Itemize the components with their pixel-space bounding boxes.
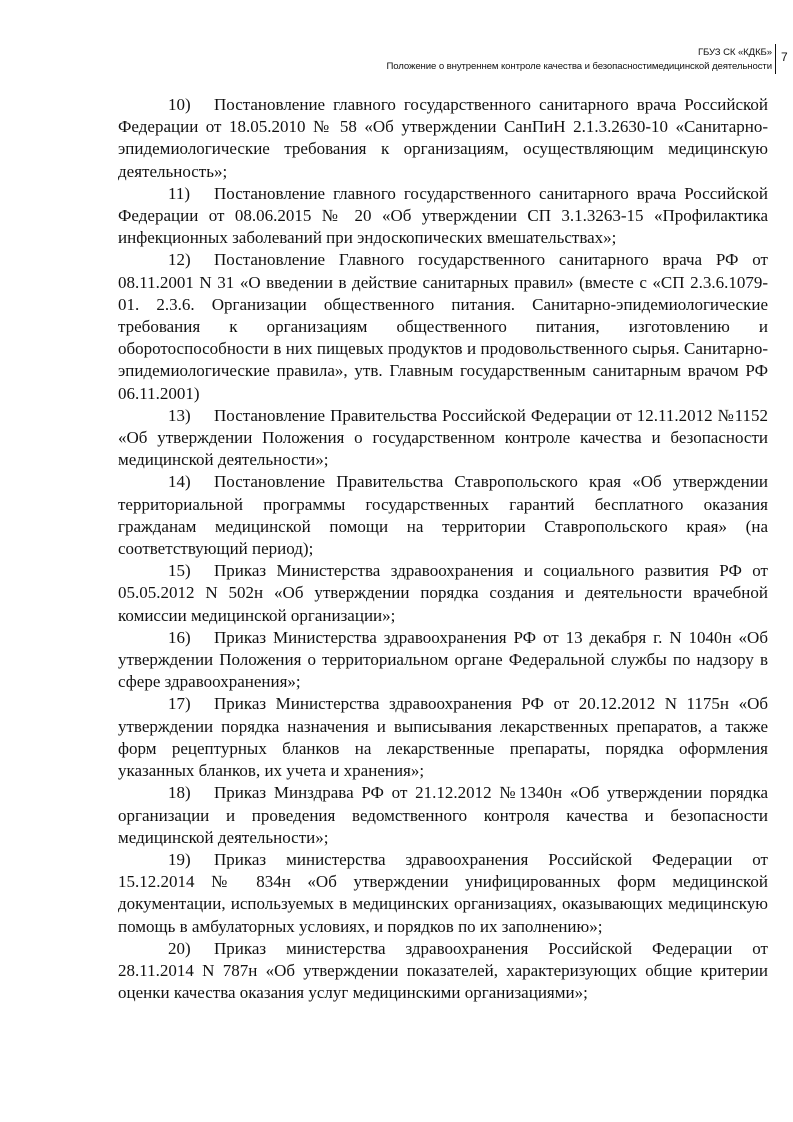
list-item-text: Приказ Министерства здравоохранения и социального развития РФ от 05.05.2012 N 502н «Об утверждении порядка создания и деятельности врачебной комиссии медицинской организации»; — [118, 561, 768, 625]
header-divider — [775, 44, 776, 74]
list-item — [118, 782, 768, 849]
list-item — [118, 627, 768, 694]
list-item — [118, 693, 768, 782]
list-item-text: Приказ Минздрава РФ от 21.12.2012 №1340н «Об утверждении порядка организации и проведения ведомственного контроля качества и безопасности медицинской деятельности»; — [118, 783, 768, 847]
list-item-number: 18) — [168, 783, 191, 803]
list-item — [118, 849, 768, 938]
list-item — [118, 183, 768, 250]
list-item-number: 20) — [168, 938, 191, 958]
list-item-number: 11) — [168, 183, 191, 203]
list-item-text: Постановление Правительства Российской Федерации от 12.11.2012 №1152 «Об утверждении Положения о государственном контроле качества и безопасности медицинской деятельности»; — [118, 405, 768, 470]
list-item-text: Приказ Министерства здравоохранения РФ от 20.12.2012 N 1175н «Об утверждении порядка назначения и выписывания лекарственных препаратов, а также форм рецептурных бланков на лекарственные препараты, порядка оформления указанных бланков, их учета и хранения»; — [118, 694, 768, 781]
list-item-text: Постановление Правительства Ставропольского края «Об утверждении территориальной программы государственных гарантий бесплатного оказания гражданам медицинской помощи на территории Ставропольского края» (на соответствующий период); — [118, 472, 768, 559]
list-item-text: Приказ Министерства здравоохранения РФ от 13 декабря г. N 1040н «Об утверждении Положения о территориальном органе Федеральной службы по надзору в сфере здравоохранения»; — [118, 627, 768, 692]
list-item-number: 19) — [168, 849, 191, 869]
list-item-number: 15) — [168, 561, 191, 581]
document-body — [118, 94, 768, 1004]
list-item — [118, 249, 768, 404]
page-number: 7 — [781, 50, 788, 64]
list-item-number: 14) — [168, 472, 191, 492]
header-organization: ГБУЗ СК «КДКБ» — [697, 47, 772, 58]
list-item — [118, 94, 768, 183]
list-item — [118, 471, 768, 560]
list-item-number: 16) — [168, 627, 191, 647]
list-item-number: 17) — [168, 694, 191, 714]
list-item — [118, 938, 768, 1005]
list-item-number: 13) — [168, 405, 191, 425]
list-item-text: Приказ министерства здравоохранения Российской Федерации от 28.11.2014 N 787н «Об утверждении показателей, характеризующих общие критерии оценки качества оказания услуг медицинскими организациями»; — [118, 938, 768, 1003]
header-document-title: Положение о внутреннем контроле качества и безопасностимедицинской деятельности — [386, 61, 772, 72]
list-item-number: 12) — [168, 250, 191, 270]
page-header — [300, 46, 772, 74]
list-item-number: 10) — [168, 95, 191, 114]
list-item-text: Приказ министерства здравоохранения Российской Федерации от 15.12.2014 № 834н «Об утверждении унифицированных форм медицинской документации, используемых в медицинских организациях, оказывающих медицинскую помощь в амбулаторных условиях, и порядков по их заполнению»; — [118, 849, 768, 936]
list-item — [118, 560, 768, 627]
list-item-text: Постановление главного государственного санитарного врача Российской Федерации от 08.06.2015 № 20 «Об утверждении СП 3.1.3263-15 «Профилактика инфекционных заболеваний при эндоскопических вмешательствах»; — [118, 183, 768, 248]
list-item — [118, 405, 768, 472]
list-item-text: Постановление Главного государственного санитарного врача РФ от 08.11.2001 N 31 «О введении в действие санитарных правил» (вместе с «СП 2.3.6.1079-01. 2.3.6. Организации общественного питания. Санитарно-эпидемиологические требования к организациям общественного питания, изготовлению и оборотоспособности в них пищевых продуктов и продовольственного сырья. Санитарно-эпидемиологические правила», утв. Главным государственным санитарным врачом РФ 06.11.2001) — [118, 250, 768, 403]
list-item-text: Постановление главного государственного санитарного врача Российской Федерации от 18.05.2010 № 58 «Об утверждении СанПиН 2.1.3.2630-10 «Санитарно-эпидемиологические требования к организациям, осуществляющим медицинскую деятельность»; — [118, 95, 768, 181]
